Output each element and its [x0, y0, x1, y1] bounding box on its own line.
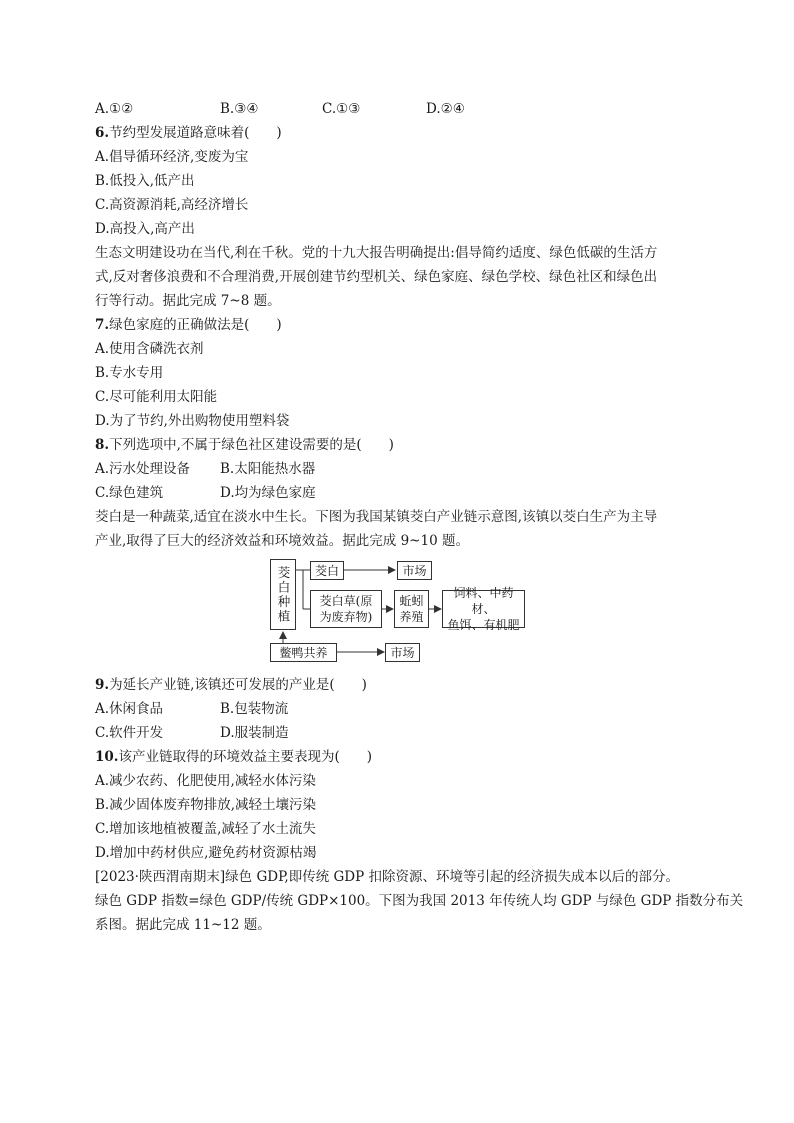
- q9-option-a[interactable]: A.休闲食品: [95, 701, 164, 717]
- market-top-box: [397, 561, 432, 580]
- earthworm-label-1: 蚯蚓: [399, 594, 424, 608]
- straw-label-2: 为废弃物): [319, 610, 373, 624]
- q8-option-b[interactable]: B.太阳能热水器: [220, 461, 316, 477]
- products-box: [442, 586, 525, 632]
- straw-box: [310, 590, 382, 628]
- straw-label-1: 茭白草(原: [319, 594, 373, 608]
- turtle-duck-label: 鳖鸭共养: [279, 645, 328, 660]
- root-label: 茭白种植: [276, 565, 291, 624]
- q6-option-c[interactable]: C.高资源消耗,高经济增长: [95, 197, 249, 213]
- passage-11-12-line-3: 系图。据此完成 11~12 题。: [95, 917, 271, 933]
- passage-9-10-line-1: 茭白是一种蔬菜,适宜在淡水中生长。下图为我国某镇茭白产业链示意图,该镇以茭白生产为主导: [95, 509, 658, 525]
- passage-7-8-line-3: 行等行动。据此完成 7~8 题。: [95, 293, 281, 309]
- q10-option-d[interactable]: D.增加中药材供应,避免药材资源枯竭: [95, 845, 317, 861]
- passage-11-12-line-2: 绿色 GDP 指数=绿色 GDP/传统 GDP×100。下图为我国 2013 年传统人均 GDP 与绿色 GDP 指数分布关: [95, 893, 744, 909]
- q6-option-d[interactable]: D.高投入,高产出: [95, 221, 195, 237]
- q5-option-c[interactable]: C.①③: [322, 101, 361, 117]
- q6-option-a[interactable]: A.倡导循环经济,变废为宝: [95, 149, 249, 165]
- q6-number: 6.: [95, 125, 110, 141]
- q8-option-d[interactable]: D.均为绿色家庭: [220, 485, 316, 501]
- q7-number: 7.: [95, 317, 110, 333]
- q10-option-a[interactable]: A.减少农药、化肥使用,减轻水体污染: [95, 773, 316, 789]
- jiaobai-label: 茭白: [314, 563, 339, 578]
- q7-option-d[interactable]: D.为了节约,外出购物使用塑料袋: [95, 413, 290, 429]
- q7-stem-text: 绿色家庭的正确做法是( ): [109, 317, 282, 333]
- q5-option-a[interactable]: A.①②: [95, 101, 134, 117]
- earthworm-box: [394, 590, 429, 628]
- q5-option-b[interactable]: B.③④: [220, 101, 259, 117]
- market-bottom-box: [385, 643, 420, 662]
- passage-9-10-line-2: 产业,取得了巨大的经济效益和环境效益。据此完成 9~10 题。: [95, 533, 469, 549]
- q7-option-a[interactable]: A.使用含磷洗衣剂: [95, 341, 204, 357]
- q8-option-c[interactable]: C.绿色建筑: [95, 485, 164, 501]
- q7-option-c[interactable]: C.尽可能利用太阳能: [95, 389, 218, 405]
- q9-option-d[interactable]: D.服装制造: [220, 725, 289, 741]
- passage-7-8-line-2: 式,反对奢侈浪费和不合理消费,开展创建节约型机关、绿色家庭、绿色学校、绿色社区和绿色出: [95, 269, 658, 285]
- q6-option-b[interactable]: B.低投入,低产出: [95, 173, 195, 189]
- q9-option-b[interactable]: B.包装物流: [220, 701, 289, 717]
- passage-11-12-line-1: [2023·陕西渭南期末]绿色 GDP,即传统 GDP 扣除资源、环境等引起的经济损失成本以后的部分。: [95, 869, 679, 885]
- jiaobai-box: [310, 561, 344, 580]
- q8-stem-text: 下列选项中,不属于绿色社区建设需要的是( ): [109, 437, 394, 453]
- root-box: [270, 559, 296, 630]
- q10-number: 10.: [95, 749, 119, 765]
- q8-number: 8.: [95, 437, 110, 453]
- q9-option-c[interactable]: C.软件开发: [95, 725, 164, 741]
- q9-stem-text: 为延长产业链,该镇还可发展的产业是( ): [109, 677, 367, 693]
- q10-stem-text: 该产业链取得的环境效益主要表现为( ): [118, 749, 373, 765]
- q6-stem-text: 节约型发展道路意味着( ): [109, 125, 282, 141]
- products-label-1: 饲料、中药材、: [453, 586, 514, 616]
- q8-option-a[interactable]: A.污水处理设备: [95, 461, 191, 477]
- passage-7-8-line-1: 生态文明建设功在当代,利在千秋。党的十九大报告明确提出:倡导简约适度、绿色低碳的生活方: [95, 245, 658, 261]
- q10-option-c[interactable]: C.增加该地植被覆盖,减轻了水土流失: [95, 821, 316, 837]
- q10-stem: [95, 748, 372, 766]
- q9-stem: [95, 676, 367, 694]
- q10-option-b[interactable]: B.减少固体废弃物排放,减轻土壤污染: [95, 797, 317, 813]
- q7-option-b[interactable]: B.专水专用: [95, 365, 164, 381]
- products-label-2: 鱼饵、有机肥: [447, 618, 520, 632]
- market-top-label: 市场: [402, 563, 427, 578]
- q9-number: 9.: [95, 677, 110, 693]
- q5-option-d[interactable]: D.②④: [426, 101, 465, 117]
- turtle-duck-box: [270, 643, 337, 662]
- earthworm-label-2: 养殖: [399, 610, 424, 624]
- market-bottom-label: 市场: [390, 645, 415, 660]
